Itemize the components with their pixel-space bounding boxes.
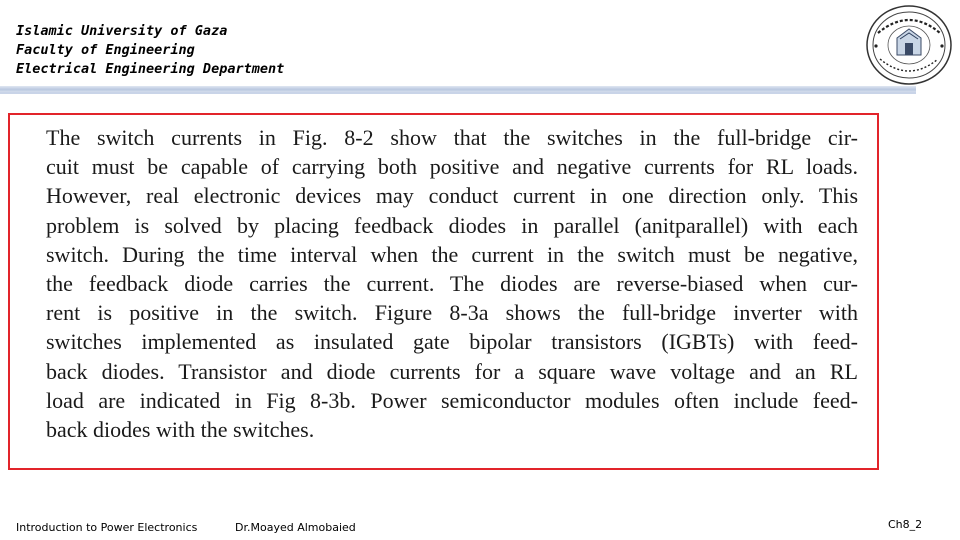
footer-course: Introduction to Power Electronics	[16, 521, 198, 534]
paragraph-line: problem is solved by placing feedback diodes in parallel (anitparallel) with each	[46, 212, 858, 238]
paragraph-line: However, real electronic devices may conduct current in one direction only. This	[46, 183, 858, 209]
paragraph-line: rent is positive in the switch. Figure 8-3a shows the full-bridge inverter with	[46, 300, 858, 326]
department-name: Electrical Engineering Department	[16, 61, 285, 77]
footer-instructor: Dr.Moayed Almobaied	[235, 521, 356, 534]
university-seal-icon	[864, 3, 954, 87]
header-text	[16, 22, 284, 79]
body-paragraph	[46, 123, 858, 444]
paragraph-line: back diodes with the switches.	[46, 417, 315, 443]
paragraph-line: switch. During the time interval when the current in the switch must be negative,	[46, 241, 858, 267]
header-divider-line	[0, 92, 916, 94]
university-name: Islamic University of Gaza	[16, 23, 228, 39]
paragraph-line: load are indicated in Fig 8-3b. Power semiconductor modules often include feed-	[46, 387, 858, 413]
paragraph-line: the feedback diode carries the current. The diodes are reverse-biased when cur-	[46, 271, 858, 297]
paragraph-line: switches implemented as insulated gate bipolar transistors (IGBTs) with feed-	[46, 329, 858, 355]
slide-number: Ch8_2	[888, 518, 923, 531]
paragraph-line: back diodes. Transistor and diode currents for a square wave voltage and an RL	[46, 358, 858, 384]
paragraph-line: cuit must be capable of carrying both positive and negative currents for RL loads.	[46, 154, 858, 180]
paragraph-line: The switch currents in Fig. 8-2 show that the switches in the full-bridge cir-	[46, 125, 858, 150]
faculty-name: Faculty of Engineering	[16, 42, 195, 58]
